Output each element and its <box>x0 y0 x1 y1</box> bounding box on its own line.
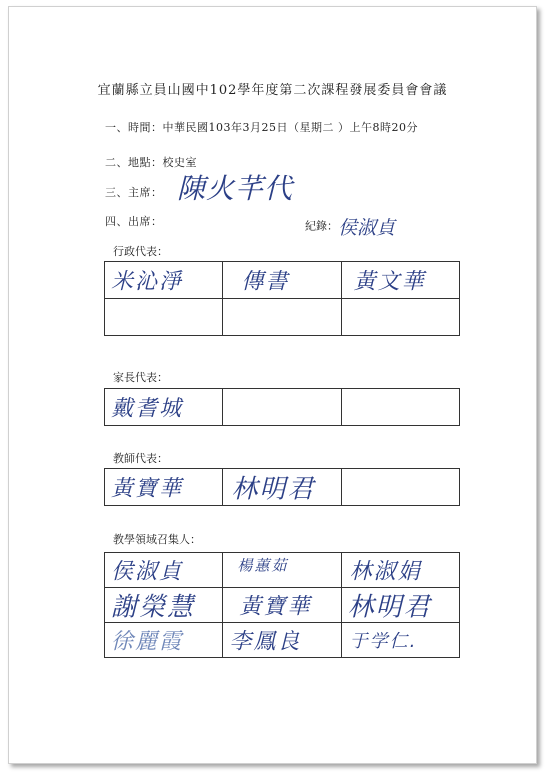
chair-label: 三、主席： <box>105 186 163 199</box>
handwritten-signature: 傳書 <box>241 269 290 295</box>
handwritten-signature: 林淑娟 <box>349 559 422 585</box>
teacher-signature-table <box>104 468 460 506</box>
signature-cell <box>341 469 459 506</box>
signature-cell <box>105 623 223 658</box>
signature-cell <box>105 389 223 426</box>
section-parent-label: 家長代表： <box>113 371 168 384</box>
section-convener-label: 教學領域召集人： <box>113 533 201 546</box>
signature-cell <box>341 623 459 658</box>
section-teacher-label: 教師代表： <box>113 452 168 465</box>
meeting-time: 一、時間：中華民國103年3月25日（星期二 ）上午8時20分 <box>105 121 418 134</box>
signature-cell <box>223 299 341 336</box>
handwritten-signature: 楊蕙茹 <box>237 556 289 575</box>
signature-cell <box>223 623 341 658</box>
document-title: 宜蘭縣立員山國中102學年度第二次課程發展委員會會議 <box>97 83 448 98</box>
meeting-place: 二、地點：校史室 <box>105 156 197 169</box>
handwritten-signature: 戴耆城 <box>111 396 184 422</box>
signature-cell <box>105 262 223 299</box>
recorder-line <box>305 213 395 240</box>
handwritten-signature: 謝榮慧 <box>111 592 196 623</box>
handwritten-signature: 徐麗霞 <box>111 629 184 655</box>
signature-cell <box>105 299 223 336</box>
signature-cell <box>341 299 459 336</box>
handwritten-signature: 于学仁. <box>349 631 418 652</box>
section-admin-label: 行政代表： <box>113 245 168 258</box>
signature-cell <box>223 469 341 506</box>
chair-signature: 陳火芊代 <box>177 172 294 205</box>
signature-cell <box>341 553 459 588</box>
attendance-label: 四、出席： <box>105 215 163 228</box>
signature-cell <box>223 588 341 623</box>
signature-cell <box>223 389 341 426</box>
recorder-label: 紀錄： <box>305 219 338 233</box>
signature-cell <box>105 588 223 623</box>
signature-cell <box>341 588 459 623</box>
handwritten-signature: 林明君 <box>231 474 316 505</box>
handwritten-signature: 李鳳良 <box>229 629 302 655</box>
handwritten-signature: 黃文華 <box>353 269 426 295</box>
signature-cell <box>341 389 459 426</box>
recorder-signature: 侯淑貞 <box>338 217 396 239</box>
signature-cell <box>105 469 223 506</box>
handwritten-signature: 米沁淨 <box>111 269 184 295</box>
handwritten-signature: 侯淑貞 <box>111 559 184 585</box>
parent-signature-table <box>104 388 460 426</box>
document-page <box>8 6 537 764</box>
handwritten-signature: 黃寶華 <box>239 594 312 620</box>
signature-cell <box>105 553 223 588</box>
handwritten-signature: 黃寶華 <box>111 476 184 502</box>
convener-signature-table <box>104 552 460 658</box>
signature-cell <box>223 553 341 588</box>
handwritten-signature: 林明君 <box>347 592 432 623</box>
signature-cell <box>223 262 341 299</box>
admin-signature-table <box>104 261 460 336</box>
signature-cell <box>341 262 459 299</box>
